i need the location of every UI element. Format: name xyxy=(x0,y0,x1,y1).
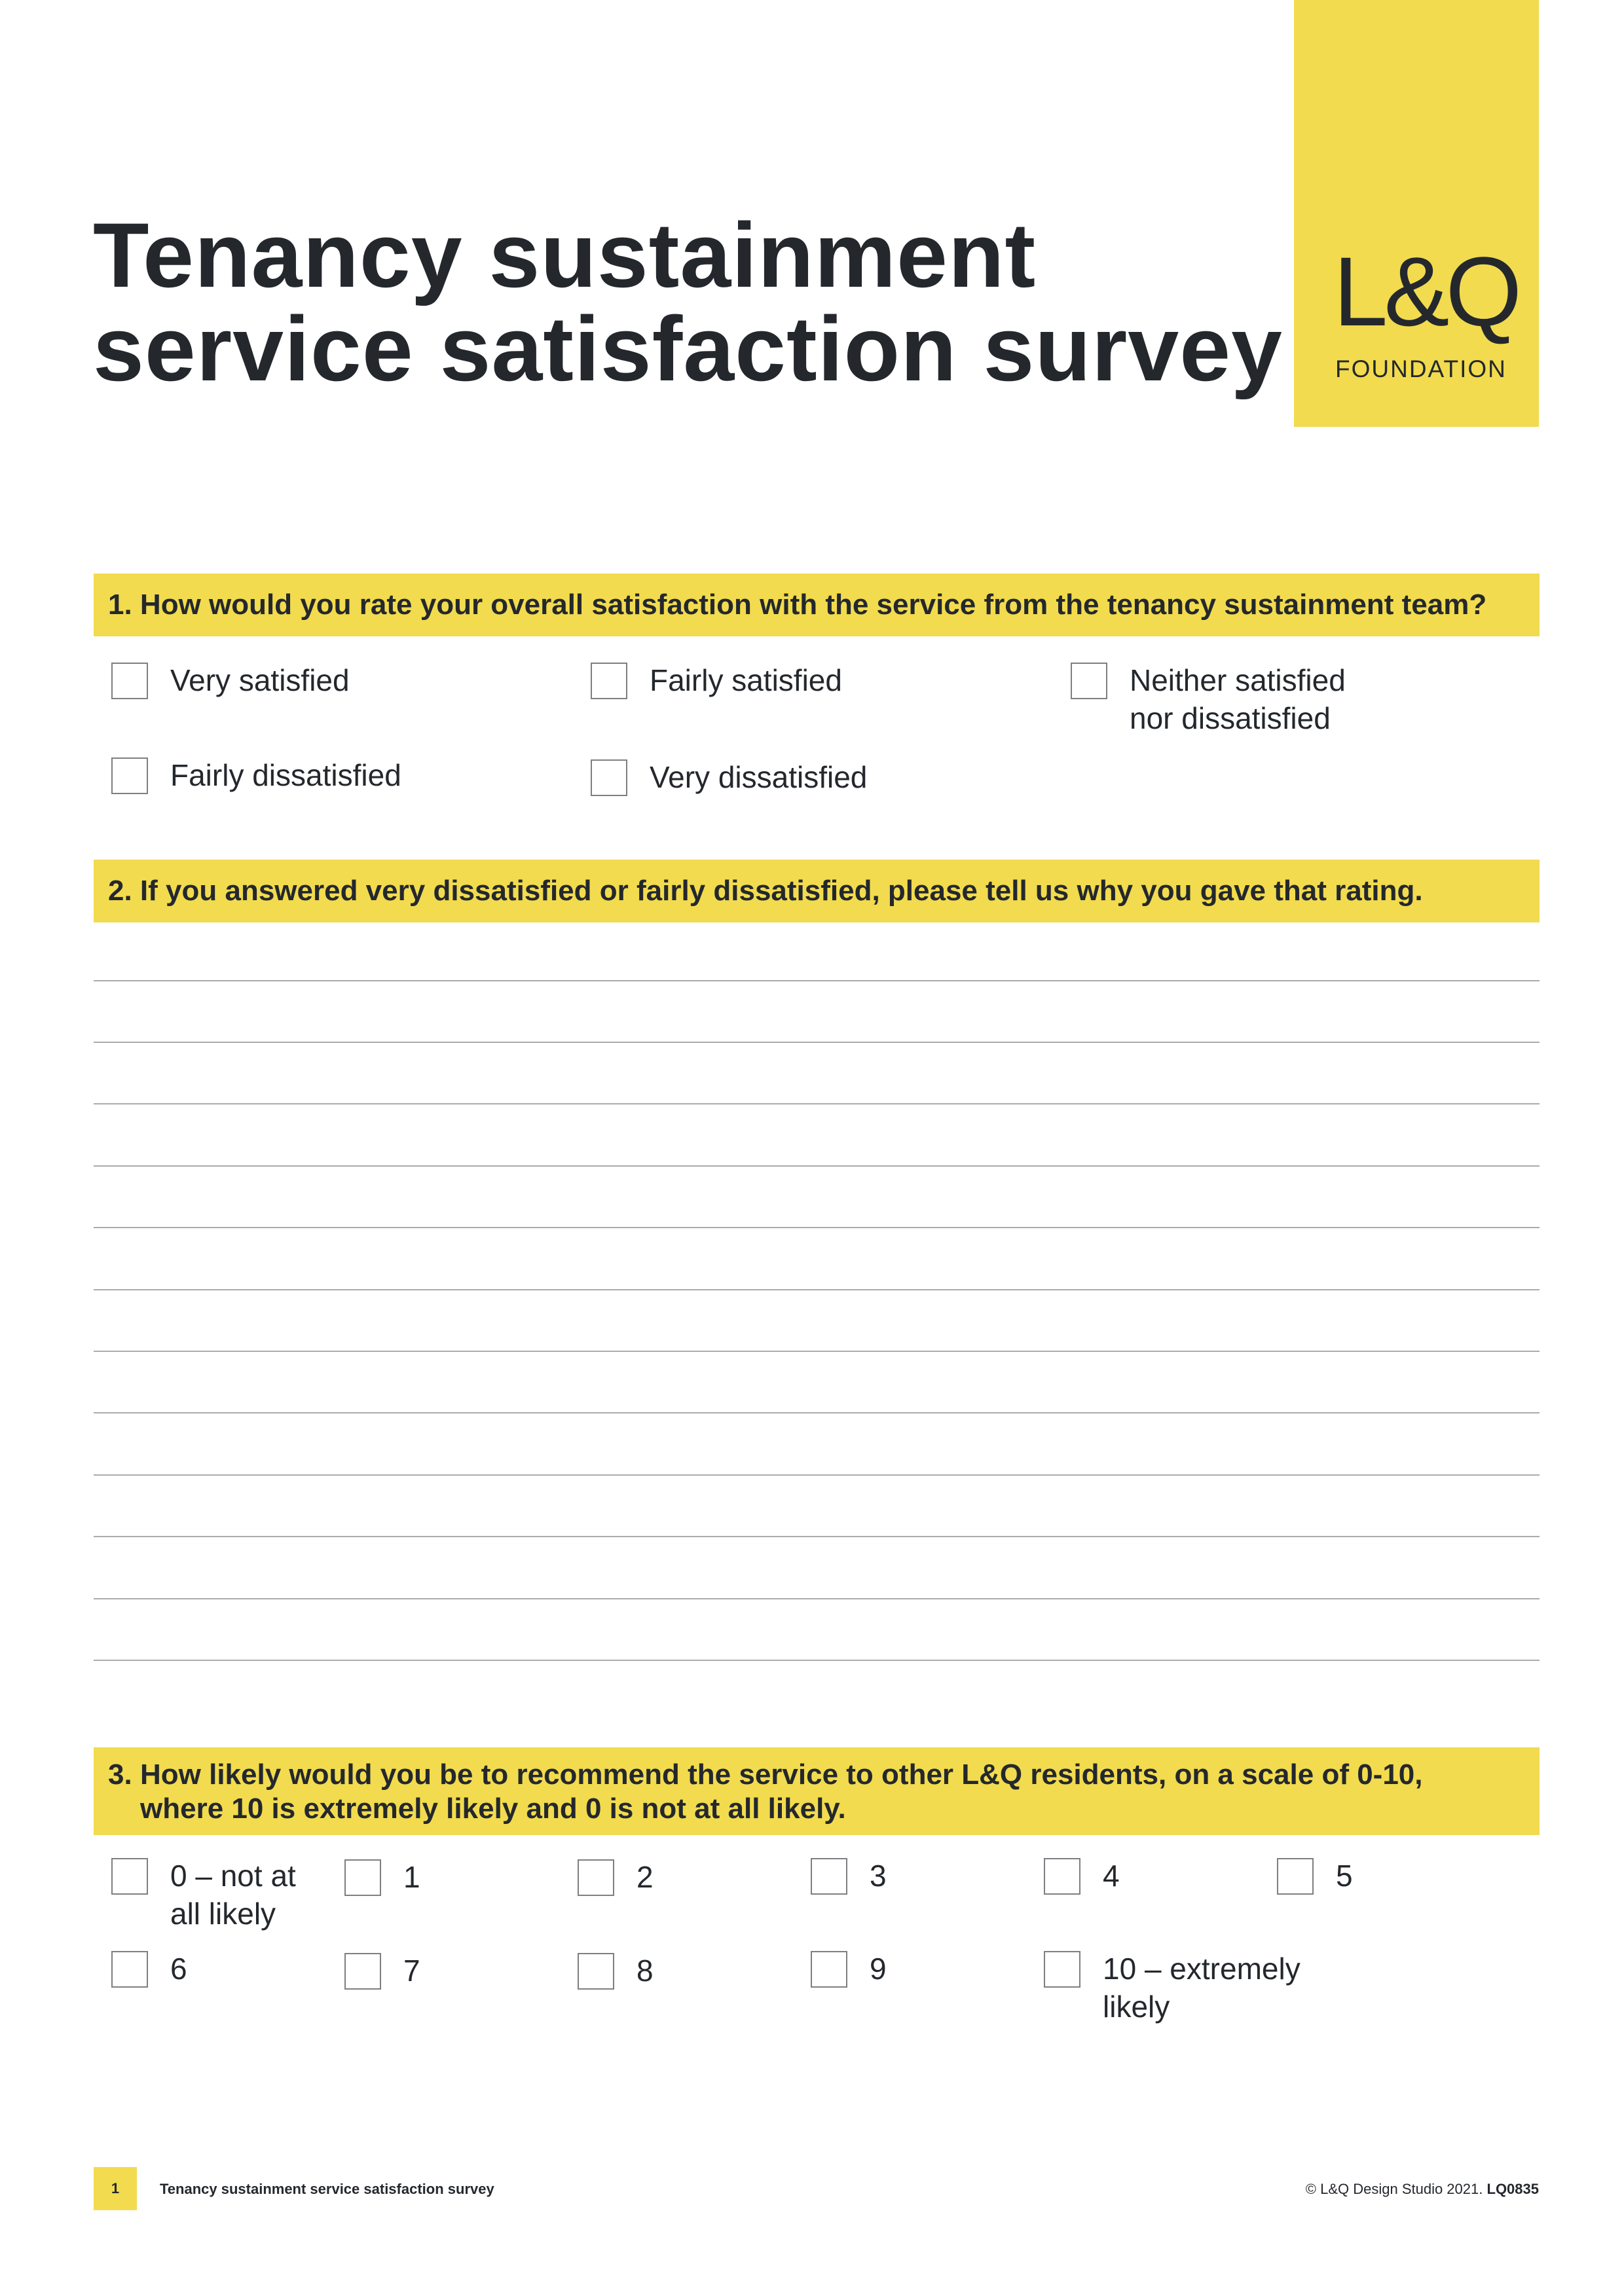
question-3-line-2: where 10 is extremely likely and 0 is not at all likely. xyxy=(140,1793,846,1825)
checkbox[interactable] xyxy=(111,1951,148,1988)
q1-option-very-satisfied[interactable] xyxy=(111,663,350,699)
q1-option-fairly-dissatisfied[interactable] xyxy=(111,757,401,794)
checkbox[interactable] xyxy=(111,757,148,794)
answer-line[interactable] xyxy=(94,1042,1540,1043)
checkbox[interactable] xyxy=(811,1951,847,1988)
answer-line[interactable] xyxy=(94,1474,1540,1476)
answer-line[interactable] xyxy=(94,1289,1540,1290)
answer-line[interactable] xyxy=(94,1103,1540,1104)
q1-option-neither[interactable] xyxy=(1071,663,1352,737)
q3-option-6[interactable] xyxy=(111,1951,187,1988)
question-3-heading xyxy=(94,1747,1540,1835)
q3-option-9[interactable] xyxy=(811,1951,887,1988)
logo-subtext: FOUNDATION xyxy=(1335,355,1507,382)
option-label: 2 xyxy=(637,1860,654,1894)
checkbox[interactable] xyxy=(578,1859,614,1896)
q1-option-very-dissatisfied[interactable] xyxy=(591,759,867,796)
question-1-heading: 1. How would you rate your overall satisfaction with the service from the tenancy sustainment team? xyxy=(94,574,1540,636)
answer-line[interactable] xyxy=(94,980,1540,981)
checkbox[interactable] xyxy=(1277,1858,1314,1895)
checkbox[interactable] xyxy=(591,663,627,699)
answer-line[interactable] xyxy=(94,1598,1540,1599)
option-label: Neither satisfied nor dissatisfied xyxy=(1130,663,1346,735)
checkbox[interactable] xyxy=(1071,663,1107,699)
answer-line[interactable] xyxy=(94,1660,1540,1661)
q3-option-5[interactable] xyxy=(1277,1858,1353,1895)
page-number-badge: 1 xyxy=(94,2167,137,2210)
answer-line[interactable] xyxy=(94,1165,1540,1167)
copyright-text: © L&Q Design Studio 2021. xyxy=(1305,2181,1483,2197)
page-title xyxy=(93,204,1283,400)
option-label: Very satisfied xyxy=(170,663,350,697)
q3-option-3[interactable] xyxy=(811,1858,887,1895)
answer-line[interactable] xyxy=(94,1227,1540,1228)
option-label: 7 xyxy=(403,1954,420,1988)
checkbox[interactable] xyxy=(591,759,627,796)
checkbox[interactable] xyxy=(1044,1951,1080,1988)
question-3-number: 3. xyxy=(108,1758,132,1791)
question-2-heading: 2. If you answered very dissatisfied or fairly dissatisfied, please tell us why you gave that rating. xyxy=(94,860,1540,922)
checkbox[interactable] xyxy=(578,1953,614,1990)
q3-option-2[interactable] xyxy=(578,1859,654,1896)
option-label: 3 xyxy=(870,1859,887,1893)
checkbox[interactable] xyxy=(1044,1858,1080,1895)
q3-option-0[interactable] xyxy=(111,1858,321,1933)
checkbox[interactable] xyxy=(811,1858,847,1895)
checkbox[interactable] xyxy=(111,663,148,699)
option-label: 6 xyxy=(170,1952,187,1986)
answer-line[interactable] xyxy=(94,1351,1540,1352)
checkbox[interactable] xyxy=(111,1858,148,1895)
option-label: Fairly dissatisfied xyxy=(170,758,401,792)
q3-option-10[interactable] xyxy=(1044,1951,1338,2026)
q3-option-7[interactable] xyxy=(344,1953,420,1990)
checkbox[interactable] xyxy=(344,1953,381,1990)
option-label: Fairly satisfied xyxy=(650,663,842,697)
title-line-2: service satisfaction survey xyxy=(93,297,1283,400)
checkbox[interactable] xyxy=(344,1859,381,1896)
logo-wordmark: L&Q xyxy=(1333,236,1519,346)
answer-line[interactable] xyxy=(94,1412,1540,1413)
option-label: 0 – not at all likely xyxy=(170,1859,296,1931)
option-label: 9 xyxy=(870,1952,887,1986)
option-label: 10 – extremely likely xyxy=(1103,1952,1301,2024)
option-label: 4 xyxy=(1103,1859,1120,1893)
option-label: Very dissatisfied xyxy=(650,760,868,794)
footer-document-title: Tenancy sustainment service satisfaction survey xyxy=(160,2181,494,2197)
answer-line[interactable] xyxy=(94,1536,1540,1537)
q3-option-8[interactable] xyxy=(578,1953,654,1990)
option-label: 1 xyxy=(403,1860,420,1894)
title-line-1: Tenancy sustainment xyxy=(93,204,1037,306)
footer-copyright xyxy=(1306,2181,1539,2198)
question-3-line-1: How likely would you be to recommend the service to other L&Q residents, on a scale of 0-10, xyxy=(140,1758,1423,1791)
document-code: LQ0835 xyxy=(1486,2181,1539,2197)
option-label: 8 xyxy=(637,1954,654,1988)
q3-option-1[interactable] xyxy=(344,1859,420,1896)
q3-option-4[interactable] xyxy=(1044,1858,1120,1895)
option-label: 5 xyxy=(1336,1859,1353,1893)
lq-foundation-logo xyxy=(1294,0,1539,427)
q1-option-fairly-satisfied[interactable] xyxy=(591,663,842,699)
